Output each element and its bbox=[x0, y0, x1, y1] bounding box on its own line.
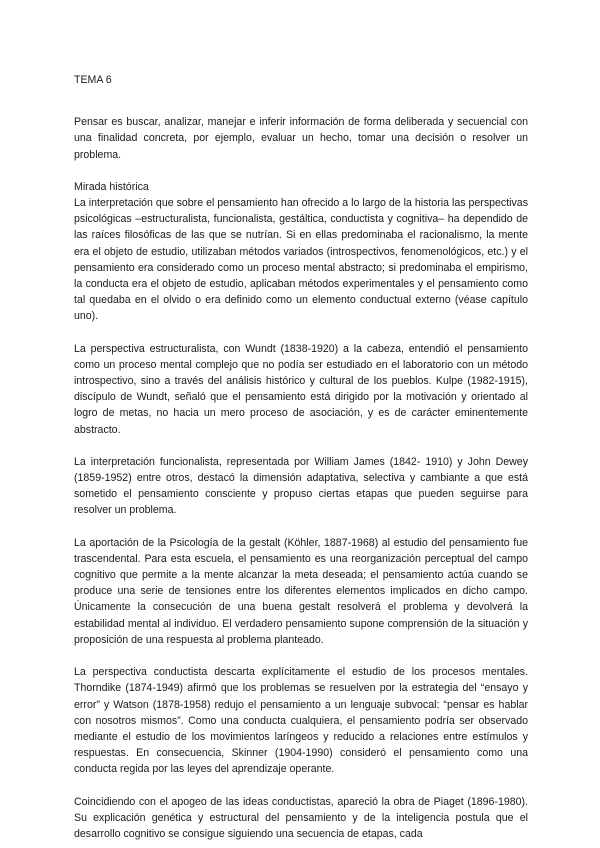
paragraph-gestalt: La aportación de la Psicología de la gestalt (Köhler, 1887-1968) al estudio del pensamiento fue trascendental. Para esta escuela, el pensamiento es una reorganización perceptual del campo cognitivo que permite a la mente alcanzar la meta deseada; el pensamiento actúa cuando se produce una serie de tensiones entre los diferentes elementos implicados en dicho campo. Únicamente la consecución de una buena gestalt resolverá el problema y devolverá la estabilidad mental al individuo. El verdadero pensamiento supone comprensión de la situación y proposición de una respuesta al problema planteado. bbox=[74, 536, 528, 646]
section-heading: Mirada histórica bbox=[74, 180, 149, 193]
page-title: TEMA 6 bbox=[74, 74, 112, 86]
page-content bbox=[74, 72, 528, 842]
paragraph-behaviorism: La perspectiva conductista descarta explícitamente el estudio de los procesos mentales. Thorndike (1874-1949) afirmó que los problemas se resuelven por la estrategia del “ensayo y error” y Watson (1878-1958) redujo el pensamiento a un lenguaje subvocal: “pensar es hablar con nosotros mismos”. Como una conducta cualquiera, el pensamiento podría ser observado mediante el estudio de los movimientos laríngeos y reducido a relaciones entre estímulos y respuestas. En consecuencia, Skinner (1904-1990) consideró el pensamiento como una conducta regida por las leyes del aprendizaje operante. bbox=[74, 666, 528, 776]
paragraph-functionalism: La interpretación funcionalista, representada por William James (1842- 1910) y John Dewey (1859-1952) entre otros, destacó la dimensión adaptativa, selectiva y cambiante a que está sometido el pensamiento consciente y propuso ciertas etapas que pueden seguirse para resolver un problema. bbox=[74, 455, 528, 517]
paragraph-structuralism: La perspectiva estructuralista, con Wundt (1838-1920) a la cabeza, entendió el pensamiento como un proceso mental complejo que no podía ser estudiado en el laboratorio con un método introspectivo, sino a través del análisis histórico y cultural de los pueblos. Kulpe (1982-1915), discípulo de Wundt, señaló que el pensamiento está dirigido por la motivación y orientado al logro de metas, no hacia un mero proceso de asociación, y es de carácter eminentemente abstracto. bbox=[74, 342, 528, 436]
paragraph-piaget: Coincidiendo con el apogeo de las ideas conductistas, apareció la obra de Piaget (1896-1980). Su explicación genética y estructural del pensamiento y de la inteligencia postula que el desarrollo cognitivo se consigue siguiendo una secuencia de etapas, cada bbox=[74, 795, 528, 840]
paragraph-overview: La interpretación que sobre el pensamiento han ofrecido a lo largo de la historia las perspectivas psicológicas –estructuralista, funcionalista, gestáltica, conductista y cognitiva– ha dependido de las raíces filosóficas de las que se nutrían. Si en ellas predominaba el racionalismo, la mente era el objeto de estudio, utilizaban métodos variados (introspectivos, fenomenológicos, etc.) y el pensamiento era considerado como un proceso mental abstracto; si predominaba el empirismo, la conducta era el objeto de estudio, aplicaban métodos experimentales y el pensamiento como tal quedaba en el olvido o era definido como un elemento conductual externo (véase capítulo uno). bbox=[74, 197, 528, 323]
intro-paragraph: Pensar es buscar, analizar, manejar e inferir información de forma deliberada y secuencial con una finalidad concreta, por ejemplo, evaluar un hecho, tomar una decisión o resolver un problema. bbox=[74, 116, 528, 161]
